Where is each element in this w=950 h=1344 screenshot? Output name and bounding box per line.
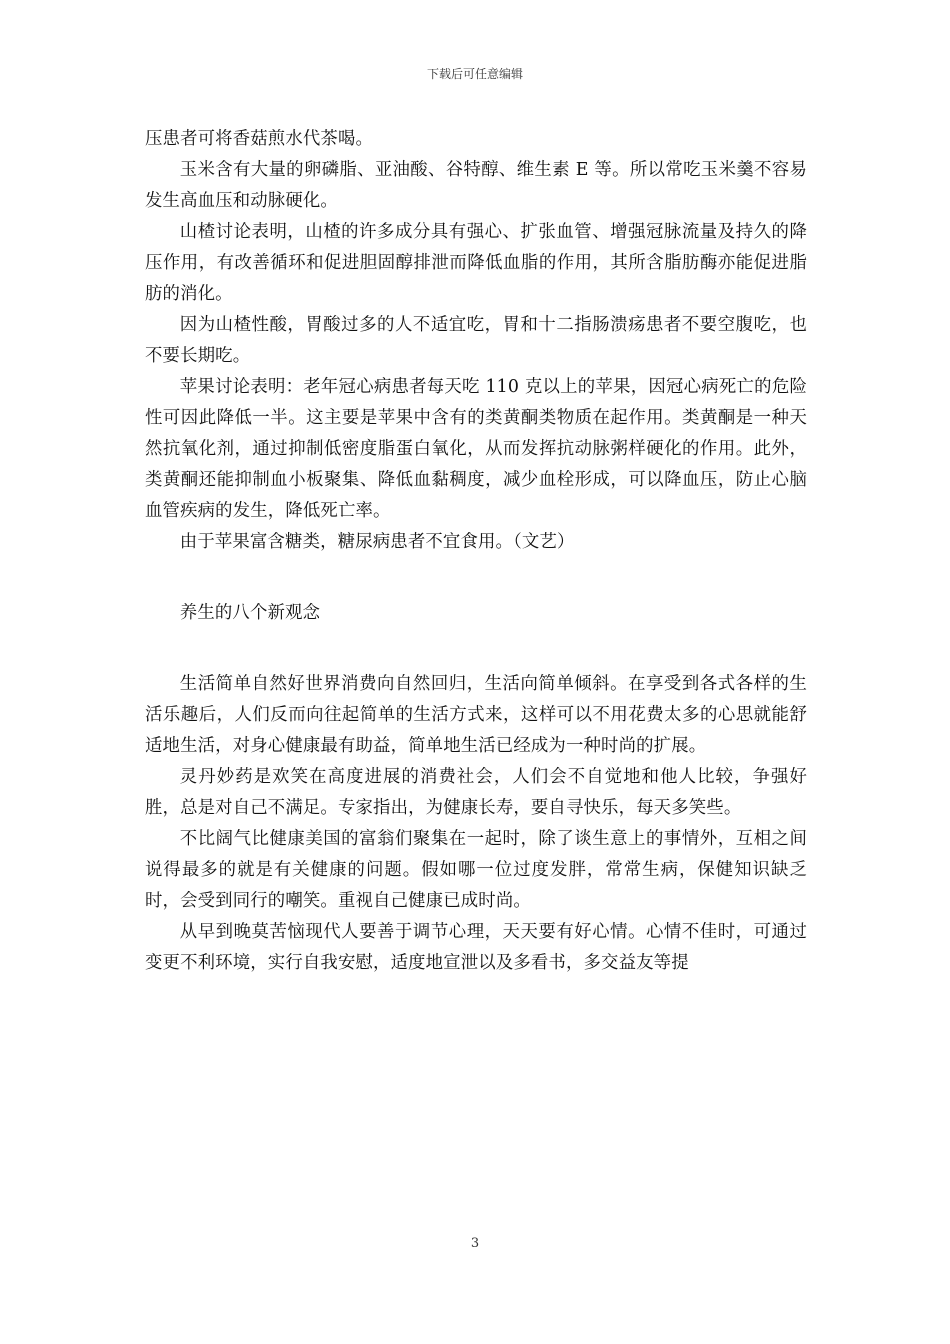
- paragraph: 由于苹果富含糖类，糖尿病患者不宜食用。（文艺）: [179, 532, 575, 552]
- document-body: [145, 124, 807, 979]
- paragraph: 生活简单自然好世界消费向自然回归，生活向简单倾斜。在享受到各式各样的生活乐趣后，人们反而向往起简单的生活方式来，这样可以不用花费太多的心思就能舒适地生活，对身心健康最有助益，简单地生活已经成为一种时尚的扩展。: [145, 674, 807, 756]
- paragraph: 灵丹妙药是欢笑在高度进展的消费社会，人们会不自觉地和他人比较，争强好胜，总是对自己不满足。专家指出，为健康长寿，要自寻快乐，每天多笑些。: [145, 767, 807, 818]
- paragraph: 山楂讨论表明，山楂的许多成分具有强心、扩张血管、增强冠脉流量及持久的降压作用，有改善循环和促进胆固醇排泄而降低血脂的作用，其所含脂肪酶亦能促进脂肪的消化。: [145, 222, 807, 304]
- section-title: 养生的八个新观念: [179, 603, 321, 623]
- paragraph: 压患者可将香菇煎水代茶喝。: [145, 129, 374, 149]
- paragraph: 从早到晚莫苦恼现代人要善于调节心理，天天要有好心情。心情不佳时，可通过变更不利环境，实行自我安慰，适度地宣泄以及多看书，多交益友等提: [145, 922, 807, 973]
- paragraph: 玉米含有大量的卵磷脂、亚油酸、谷特醇、维生素 E 等。所以常吃玉米羹不容易发生高血压和动脉硬化。: [145, 160, 807, 211]
- paragraph: 不比阔气比健康美国的富翁们聚集在一起时，除了谈生意上的事情外，互相之间说得最多的就是有关健康的问题。假如哪一位过度发胖，常常生病，保健知识缺乏时，会受到同行的嘲笑。重视自己健康已成时尚。: [145, 829, 807, 911]
- page-header: 下载后可任意编辑: [426, 67, 523, 81]
- paragraph: 因为山楂性酸，胃酸过多的人不适宜吃，胃和十二指肠溃疡患者不要空腹吃，也不要长期吃。: [145, 315, 807, 366]
- paragraph: 苹果讨论表明：老年冠心病患者每天吃 110 克以上的苹果，因冠心病死亡的危险性可因此降低一半。这主要是苹果中含有的类黄酮类物质在起作用。类黄酮是一种天然抗氧化剂，通过抑制低密度脂蛋白氧化，从而发挥抗动脉粥样硬化的作用。此外，类黄酮还能抑制血小板聚集、降低血黏稠度，减少血栓形成，可以降血压，防止心脑血管疾病的发生，降低死亡率。: [145, 377, 807, 521]
- page-number: 3: [470, 1236, 480, 1251]
